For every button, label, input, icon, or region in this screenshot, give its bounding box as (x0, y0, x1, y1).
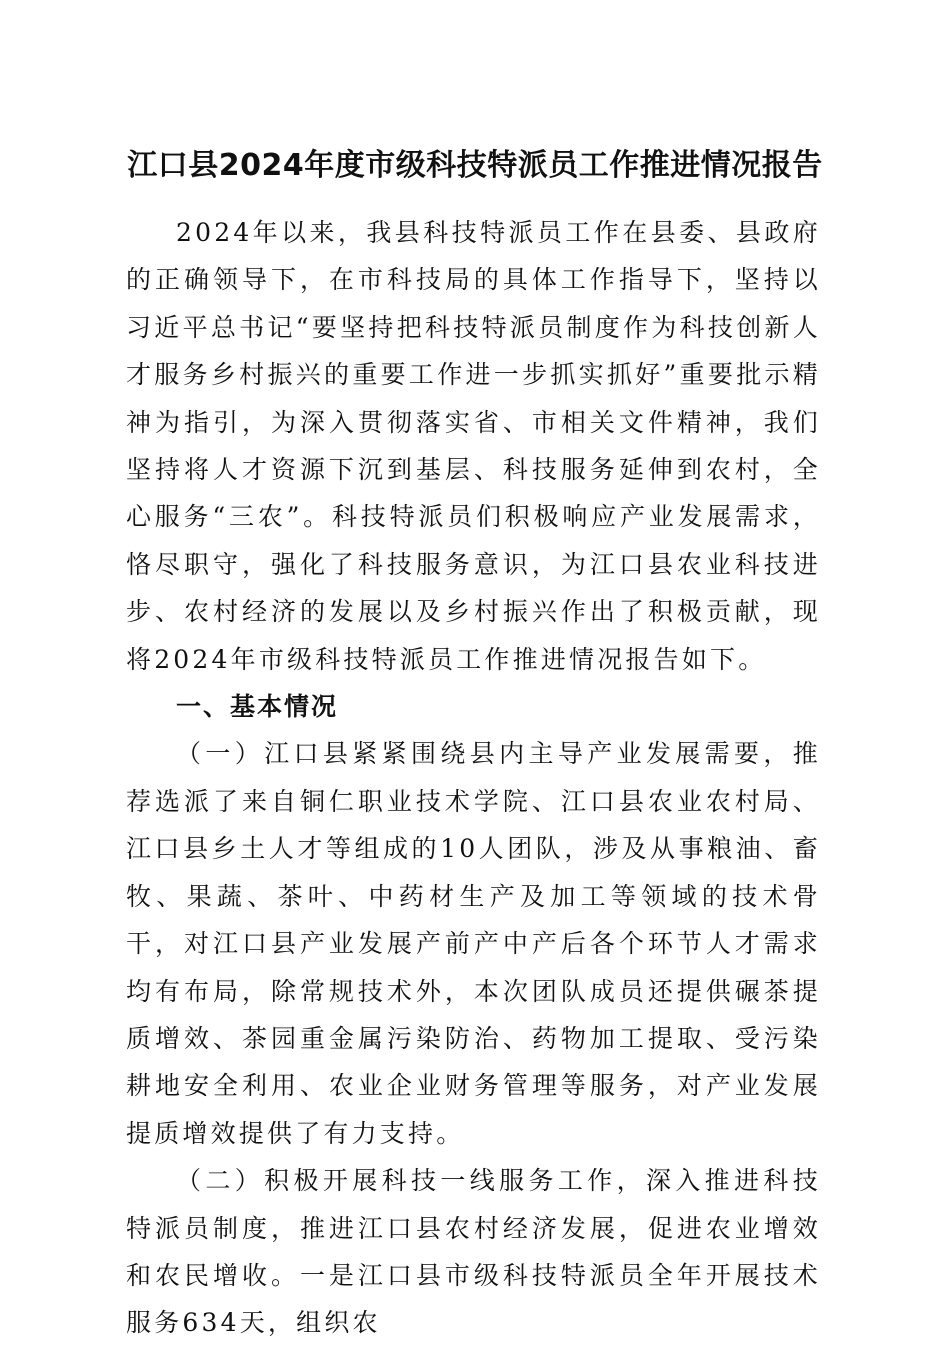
section1-paragraph-2: （二）积极开展科技一线服务工作，深入推进科技特派员制度，推进江口县农村经济发展，促进农业增效和农民增收。一是江口县市级科技特派员全年开展技术服务634天，组织农 (126, 1166, 821, 1338)
document-body (126, 209, 821, 1347)
section1-paragraph-1: （一）江口县紧紧围绕县内主导产业发展需要，推荐选派了来自铜仁职业技术学院、江口县农业农村局、江口县乡土人才等组成的10人团队，涉及从事粮油、畜牧、果蔬、茶叶、中药材生产及加工等领域的技术骨干，对江口县产业发展产前产中产后各个环节人才需求均有布局，除常规技术外，本次团队成员还提供碾茶提质增效、茶园重金属污染防治、药物加工提取、受污染耕地安全利用、农业企业财务管理等服务，对产业发展提质增效提供了有力支持。 (126, 739, 821, 1148)
intro-paragraph: 2024年以来，我县科技特派员工作在县委、县政府的正确领导下，在市科技局的具体工作指导下，坚持以习近平总书记“要坚持把科技特派员制度作为科技创新人才服务乡村振兴的重要工作进一步抓实抓好”重要批示精神为指引，为深入贯彻落实省、市相关文件精神，我们坚持将人才资源下沉到基层、科技服务延伸到农村，全心服务“三农”。科技特派员们积极响应产业发展需求，恪尽职守，强化了科技服务意识，为江口县农业科技进步、农村经济的发展以及乡村振兴作出了积极贡献，现将2024年市级科技特派员工作推进情况报告如下。 (126, 218, 821, 674)
section-heading-basic-situation: 一、基本情况 (176, 692, 339, 722)
document-title: 江口县2024年度市级科技特派员工作推进情况报告 (127, 148, 823, 183)
